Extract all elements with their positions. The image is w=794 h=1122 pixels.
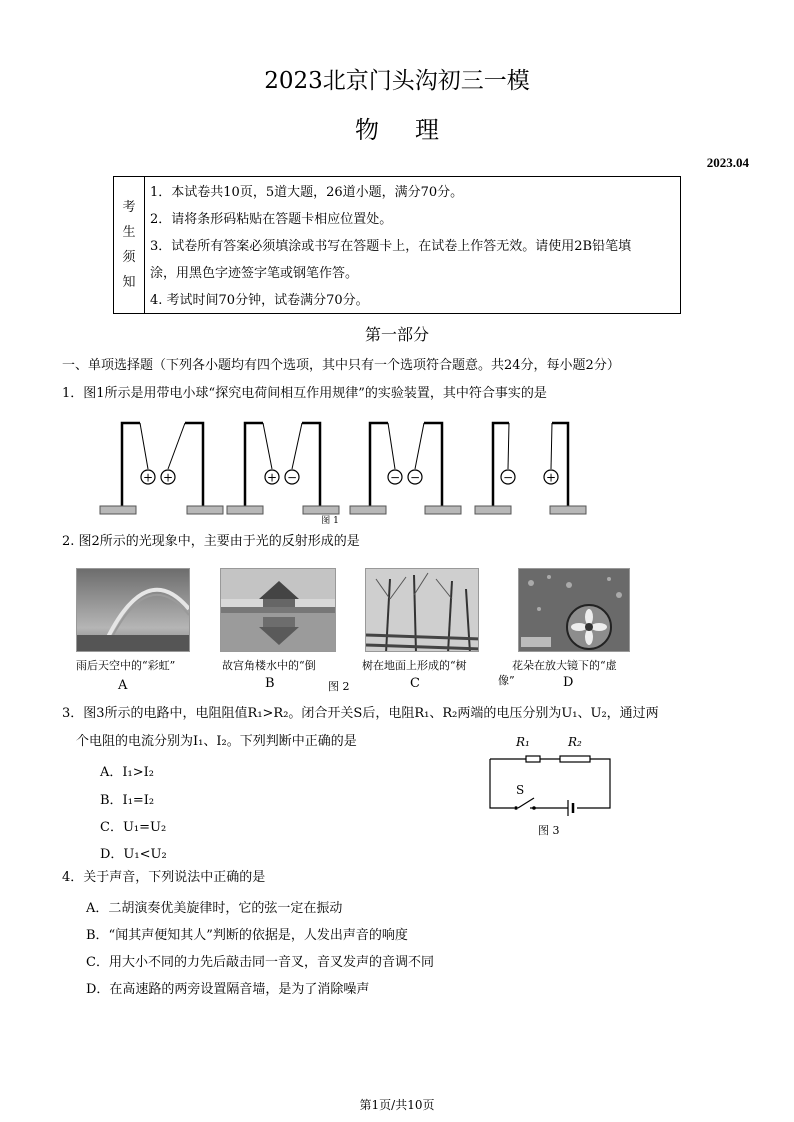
q3-option-a: A．I₁>I₂ [100, 765, 154, 780]
resistor-r1 [526, 756, 540, 762]
stand-base [100, 506, 136, 514]
exam-date: 2023.04 [706, 155, 749, 170]
resistor-r2 [560, 756, 590, 762]
notice-side-char: 考 [122, 200, 136, 215]
stand-base [425, 506, 461, 514]
caption-c: 树在地面上形成的“树 [362, 659, 467, 672]
charge-sign: + [142, 470, 154, 485]
stand-base [550, 506, 586, 514]
notice-lines [150, 179, 676, 314]
thread [263, 423, 272, 469]
figure-1 [95, 415, 595, 525]
stand-frame [424, 423, 442, 508]
tree-shadow-photo [365, 568, 479, 652]
notice-line: 2．请将条形码粘贴在答题卡相应位置处。 [150, 212, 393, 227]
q4-option-d: D．在高速路的两旁设置隔音墙，是为了消除噪声 [86, 982, 370, 997]
thread [388, 423, 395, 469]
stand-frame [245, 423, 263, 508]
stand-base [227, 506, 263, 514]
caption-d: 花朵在放大镜下的“虚 [512, 659, 617, 672]
switch-label: S [516, 783, 525, 797]
q3-stem-line1: 3．图3所示的电路中，电阻阻值R₁>R₂。闭合开关S后，电阻R₁、R₂两端的电压分别为U₁、U₂，通过两 [62, 706, 659, 721]
charge-sign: − [286, 470, 298, 485]
notice-line: 涂，用黑色字迹签字笔或钢笔作答。 [150, 266, 359, 281]
stand-frame [552, 423, 568, 508]
notice-line: 1．本试卷共10页，5道大题，26道小题，满分70分。 [150, 185, 464, 200]
page-footer: 第1页/共10页 [359, 1098, 435, 1112]
caption-d-cont: 像” [498, 674, 515, 687]
figure-3-label: 图 3 [538, 824, 560, 837]
thread [415, 423, 424, 469]
magnifier-flower-photo [518, 568, 630, 652]
figure-2-label: 图 2 [328, 680, 350, 693]
rainbow-photo [76, 568, 190, 652]
q4-stem: 4．关于声音，下列说法中正确的是 [62, 870, 266, 885]
notice-side-char: 生 [122, 225, 136, 240]
charge-sign: − [502, 470, 514, 485]
charge-sign: − [409, 470, 421, 485]
switch-contact [532, 806, 536, 810]
q4-option-b: B．“闻其声便知其人”判断的依据是，人发出声音的响度 [86, 928, 408, 943]
q3-option-d: D．U₁<U₂ [100, 847, 167, 862]
stand-base [187, 506, 223, 514]
notice-box [113, 176, 681, 314]
thread [551, 423, 552, 469]
page-title: 2023北京门头沟初三一模 [264, 68, 530, 94]
charge-sign: − [389, 470, 401, 485]
q3-option-b: B．I₁=I₂ [100, 793, 155, 808]
q1-stem: 1．图1所示是用带电小球“探究电荷间相互作用规律”的实验装置，其中符合事实的是 [62, 386, 547, 401]
stand-frame [370, 423, 388, 508]
r2-label: R₂ [568, 735, 582, 749]
q3-option-c: C．U₁=U₂ [100, 820, 167, 835]
r1-label: R₁ [516, 735, 530, 749]
stand-frame [185, 423, 203, 508]
notice-line: 4. 考试时间70分钟，试卷满分70分。 [150, 293, 369, 308]
q4-option-c: C．用大小不同的力先后敲击同一音叉，音叉发声的音调不同 [86, 955, 434, 970]
section-heading: 一、单项选择题（下列各小题均有四个选项，其中只有一个选项符合题意。共24分，每小题2分） [62, 358, 620, 373]
thread [140, 423, 148, 469]
switch-pivot [514, 806, 518, 810]
caption-b: 故宫角楼水中的“倒 [222, 659, 316, 672]
stand-frame [302, 423, 320, 508]
notice-side-label [114, 177, 145, 313]
stand-frame [493, 423, 509, 508]
stand-base [350, 506, 386, 514]
subject-title: 物理 [355, 116, 475, 144]
option-letter-a: A [118, 678, 128, 693]
corner-tower-photo [220, 568, 336, 652]
thread [168, 423, 185, 469]
thread [292, 423, 302, 469]
stand-base [475, 506, 511, 514]
figure-3-circuit [480, 734, 630, 838]
q2-stem: 2. 图2所示的光现象中，主要由于光的反射形成的是 [62, 534, 360, 549]
option-letter-c: C [410, 676, 420, 691]
option-letter-d: D [563, 675, 574, 690]
q4-option-a: A．二胡演奏优美旋律时，它的弦一定在振动 [86, 901, 343, 916]
figure-1-label: 图 1 [321, 516, 339, 525]
thread [508, 423, 509, 469]
switch-blade [518, 798, 534, 808]
caption-a: 雨后天空中的“彩虹” [76, 659, 176, 672]
stand-base [303, 506, 339, 514]
stand-frame [122, 423, 140, 508]
notice-side-char: 须 [122, 250, 136, 265]
q3-stem-line2: 个电阻的电流分别为I₁、I₂。下列判断中正确的是 [76, 734, 357, 749]
charge-sign: + [545, 470, 557, 485]
charge-sign: + [266, 470, 278, 485]
charge-sign: + [162, 470, 174, 485]
part-title: 第一部分 [364, 325, 429, 344]
notice-side-char: 知 [122, 275, 136, 290]
option-letter-b: B [265, 676, 275, 691]
notice-line: 3．试卷所有答案必须填涂或书写在答题卡上，在试卷上作答无效。请使用2B铅笔填 [150, 239, 632, 254]
